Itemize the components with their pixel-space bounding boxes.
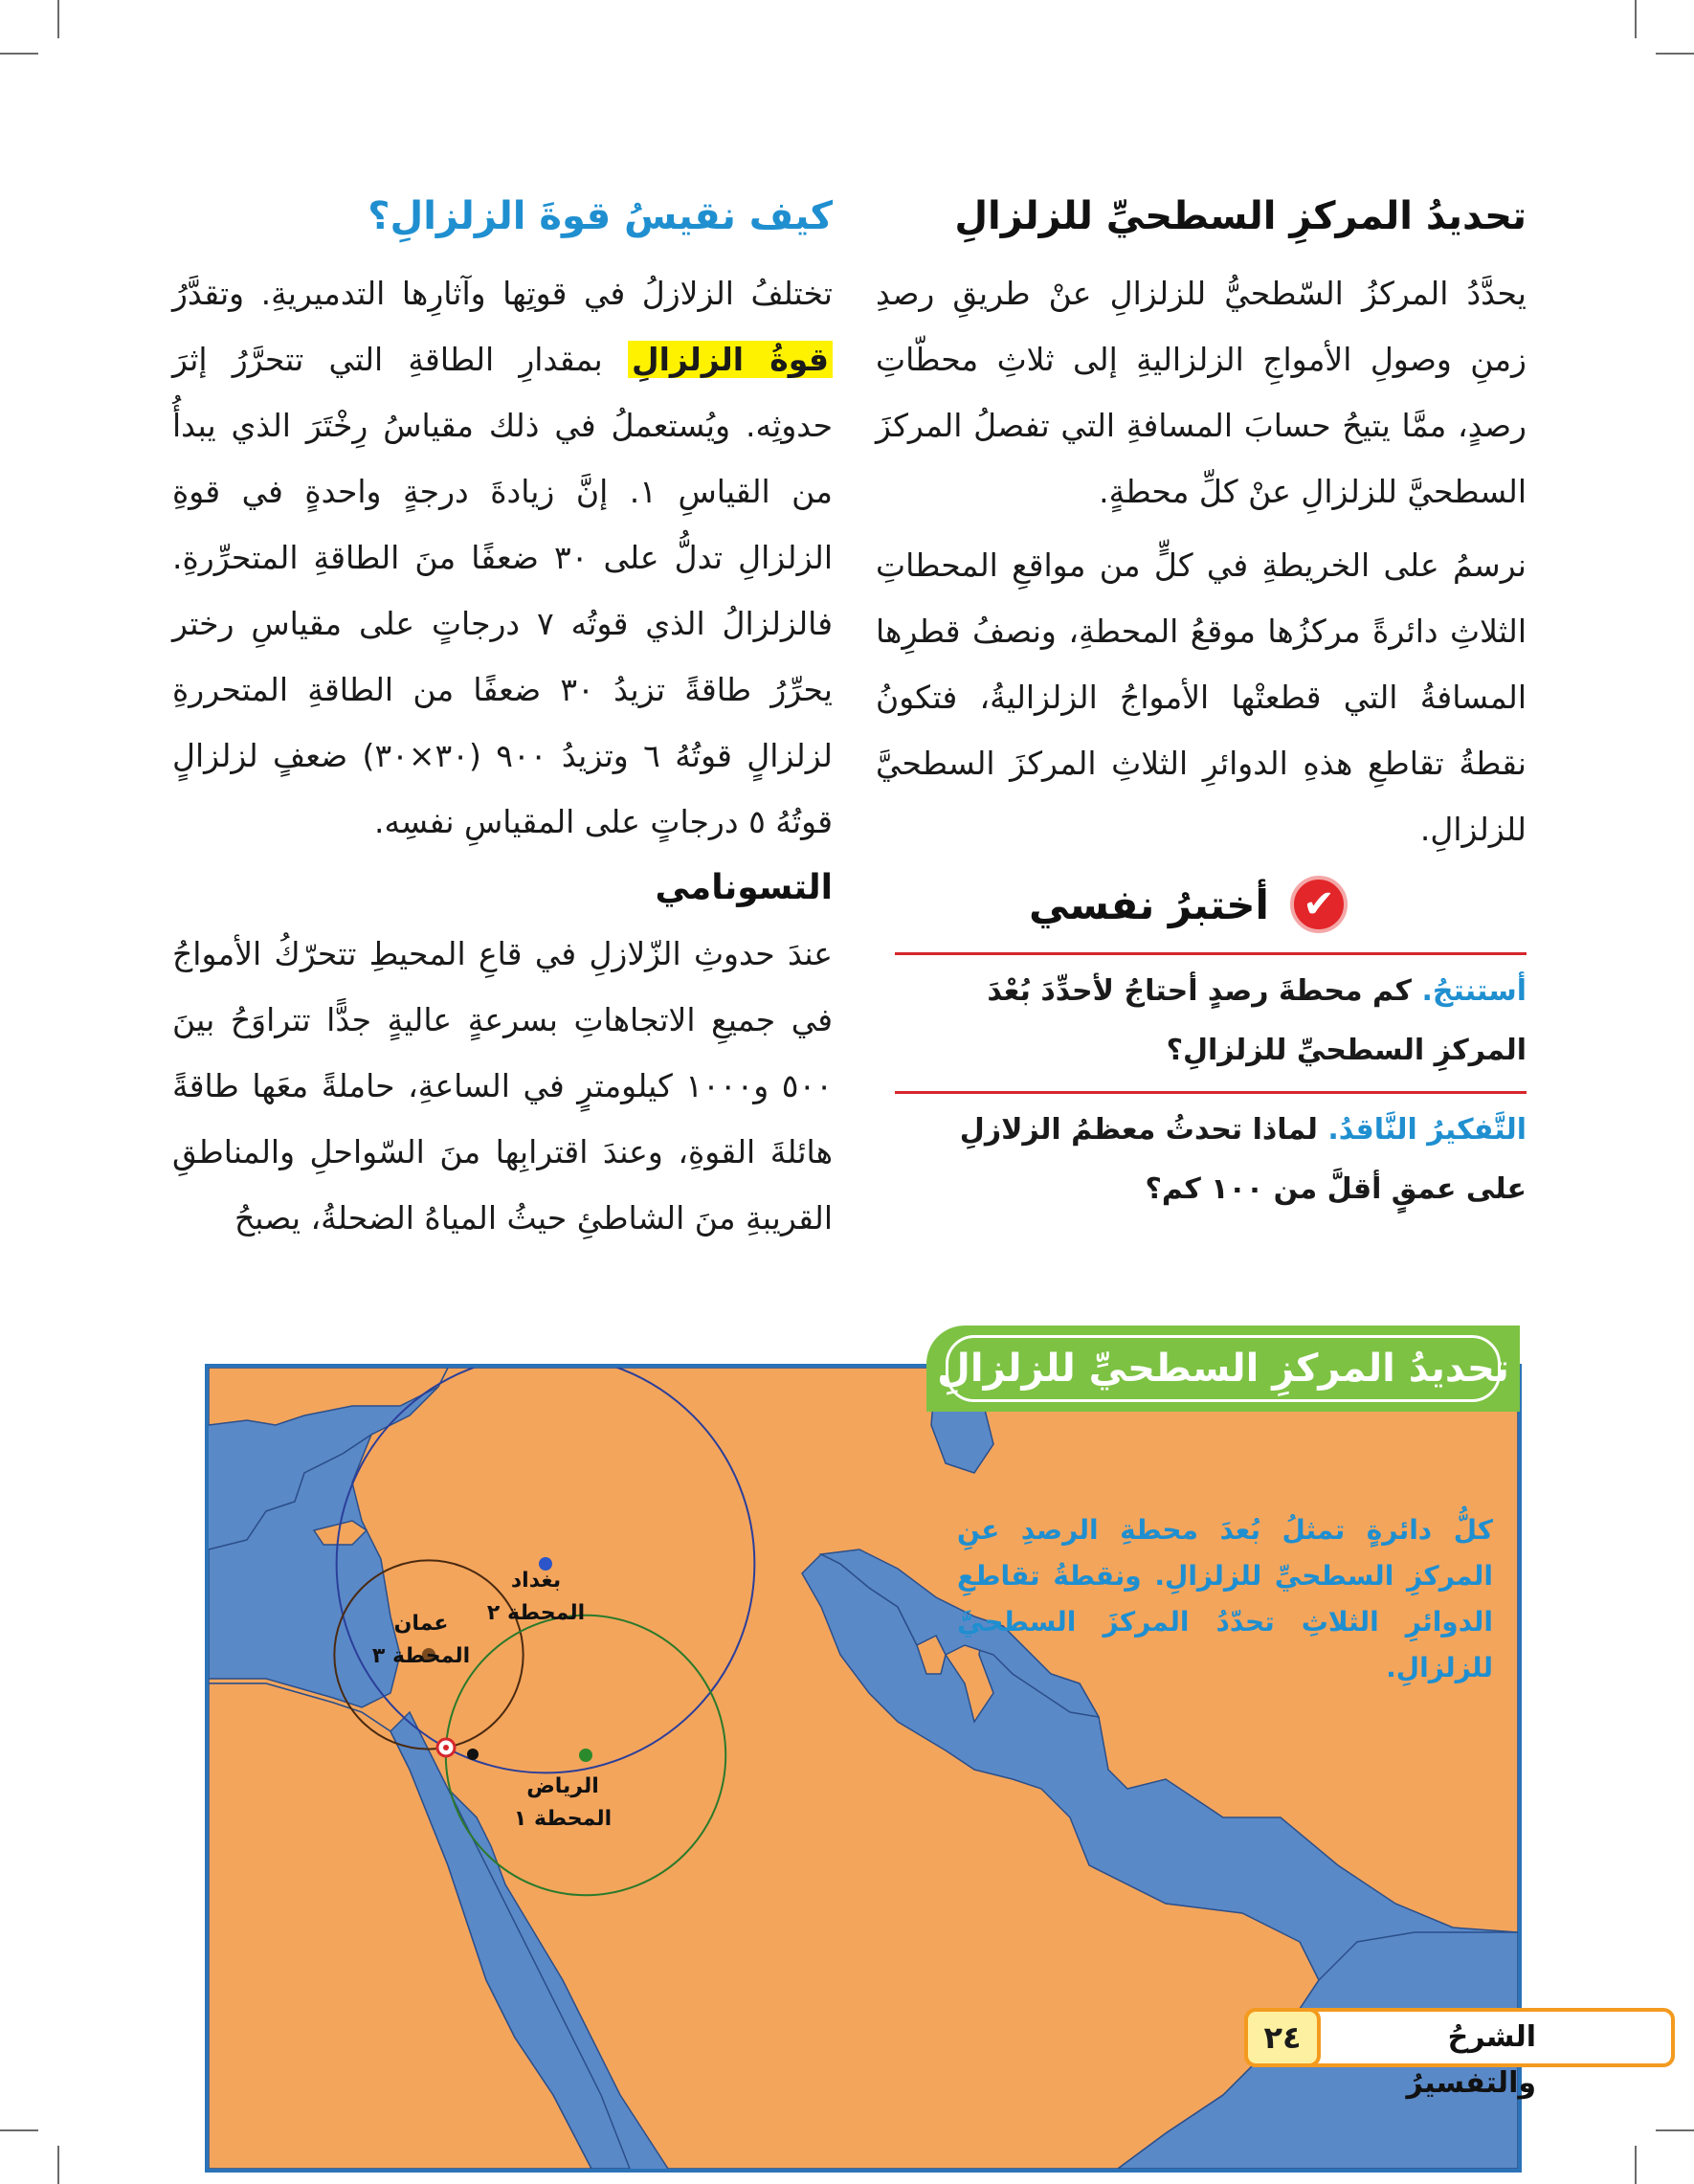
map-title-border <box>946 1335 1501 1402</box>
station-label-riyadh <box>510 1771 615 1836</box>
question-key: التَّفكيرُ النَّاقدُ. <box>1327 1113 1527 1147</box>
divider <box>895 1091 1527 1094</box>
paragraph-text: تختلفُ الزلازلُ في قوتِها وآثارِها التدميريةِ. وتقدَّرُ <box>172 275 833 312</box>
station-name: المحطة ٣ <box>371 1644 471 1668</box>
paragraph: يحدَّدُ المركزُ السّطحيُّ للزلزالِ عنْ طريقِ رصدِ زمنِ وصولِ الأمواجِ الزلزاليةِ إلى ثلاثِ محطّاتِ رصدٍ، ممَّا يتيحُ حسابَ المسافةِ التي تفصلُ المركزَ السطحيَّ للزلزالِ عنْ كلِّ محطةٍ. <box>876 275 1527 510</box>
extra-dot <box>467 1749 479 1760</box>
left-column <box>172 191 833 1259</box>
question-key: أستنتجُ. <box>1421 974 1527 1008</box>
paragraph: نرسمُ على الخريطةِ في كلٍّ من مواقعِ المحطاتِ الثلاثِ دائرةً مركزُها موقعُ المحطةِ، ونصفُ قطرِها المسافةُ التي قطعتْها الأمواجُ الزلزاليةُ، فتكونُ نقطةُ تقاطعِ هذهِ الدوائرِ الثلاثِ المركزَ السطحيَّ للزلزالِ. <box>876 546 1527 848</box>
crop-mark <box>1635 2146 1637 2184</box>
check-icon: ✔ <box>1290 876 1348 933</box>
station-name: المحطة ١ <box>513 1807 613 1831</box>
crop-mark <box>57 0 59 38</box>
section-title-epicenter: تحديدُ المركزِ السطحيِّ للزلزالِ <box>954 194 1527 238</box>
station-label-amman <box>368 1608 474 1673</box>
crop-mark <box>1656 2129 1694 2131</box>
page-number: ٢٤ <box>1244 2008 1321 2067</box>
question-text: كم محطةَ رصدٍ أحتاجُ لأحدِّدَ بُعْدَ المركزِ السطحيِّ للزلزالِ؟ <box>987 974 1527 1067</box>
section-title-magnitude: كيف نقيسُ قوةَ الزلزالِ؟ <box>368 194 833 238</box>
paragraph <box>172 260 833 855</box>
question-1 <box>895 962 1527 1081</box>
map-title: تحديدُ المركزِ السطحيِّ للزلزالِ <box>937 1347 1509 1391</box>
station-name: المحطة ٢ <box>486 1601 586 1625</box>
subsection-title-tsunami: التسونامي <box>655 868 833 907</box>
paragraph: عندَ حدوثِ الزّلازلِ في قاعِ المحيطِ تتحرّكُ الأمواجُ في جميعِ الاتجاهاتِ بسرعةٍ عاليةٍ جدًّا تتراوَحُ بينَ ٥٠٠ و١٠٠٠ كيلومترٍ في الساعةِ، حاملةً معَها طاقةً هائلةَ القوةِ، وعندَ اقترابِها منَ السّواحلِ والمناطقِ القريبةِ منَ الشاطئِ حيثُ المياهُ الضحلةُ، يصبحُ <box>172 934 833 1237</box>
city-name: الرياض <box>526 1774 599 1798</box>
city-name: عمان <box>393 1612 449 1636</box>
crop-mark <box>0 53 38 55</box>
station-label-baghdad <box>483 1565 589 1630</box>
map-caption: كلُّ دائرةٍ تمثلُ بُعدَ محطةِ الرصدِ عنِ المركزِ السطحيِّ للزلزالِ. ونقطةُ تقاطعِ الدوائرِ الثلاثِ تحدّدُ المركزَ السطحيَّ للزلزالِ. <box>957 1514 1493 1683</box>
station-1-dot <box>579 1749 592 1762</box>
footer-label: الشرحُ والتفسيرُ <box>1406 2020 1536 2100</box>
right-column <box>876 191 1527 870</box>
crop-mark <box>1635 0 1637 38</box>
crop-mark <box>57 2146 59 2184</box>
highlighted-term: قوةُ الزلزالِ <box>628 341 833 378</box>
crop-mark <box>1656 53 1694 55</box>
question-text: لماذا تحدثُ معظمُ الزلازلِ على عمقٍ أقلَّ من ١٠٠ كم؟ <box>959 1113 1527 1206</box>
self-test-header <box>1029 876 1348 933</box>
self-test-title: أختبرُ نفسي <box>1029 880 1269 928</box>
divider <box>895 952 1527 955</box>
question-2 <box>895 1101 1527 1219</box>
city-name: بغداد <box>510 1569 562 1593</box>
epicenter-marker <box>437 1739 455 1756</box>
crop-mark <box>0 2129 38 2131</box>
paragraph-text: بمقدارِ الطاقةِ التي تتحرَّرُ إثرَ حدوثِه. ويُستعملُ في ذلك مقياسُ رِخْتَرَ الذي يبدأُ من القياسِ ١. إنَّ زيادةَ درجةٍ واحدةٍ في قوةِ الزلزالِ تدلُّ على ٣٠ ضعفًا منَ الطاقةِ المتحرِّرةِ. فالزلزالُ الذي قوتُه ٧ درجاتٍ على مقياسِ رختر يحرِّرُ طاقةً تزيدُ ٣٠ ضعفًا من الطاقةِ المتحررةِ لزلزالٍ قوتُهُ ٦ وتزيدُ ٩٠٠ (٣٠×٣٠) ضعفٍ لزلزالٍ قوتُهُ ٥ درجاتٍ على المقياسِ نفسِه. <box>172 341 833 840</box>
